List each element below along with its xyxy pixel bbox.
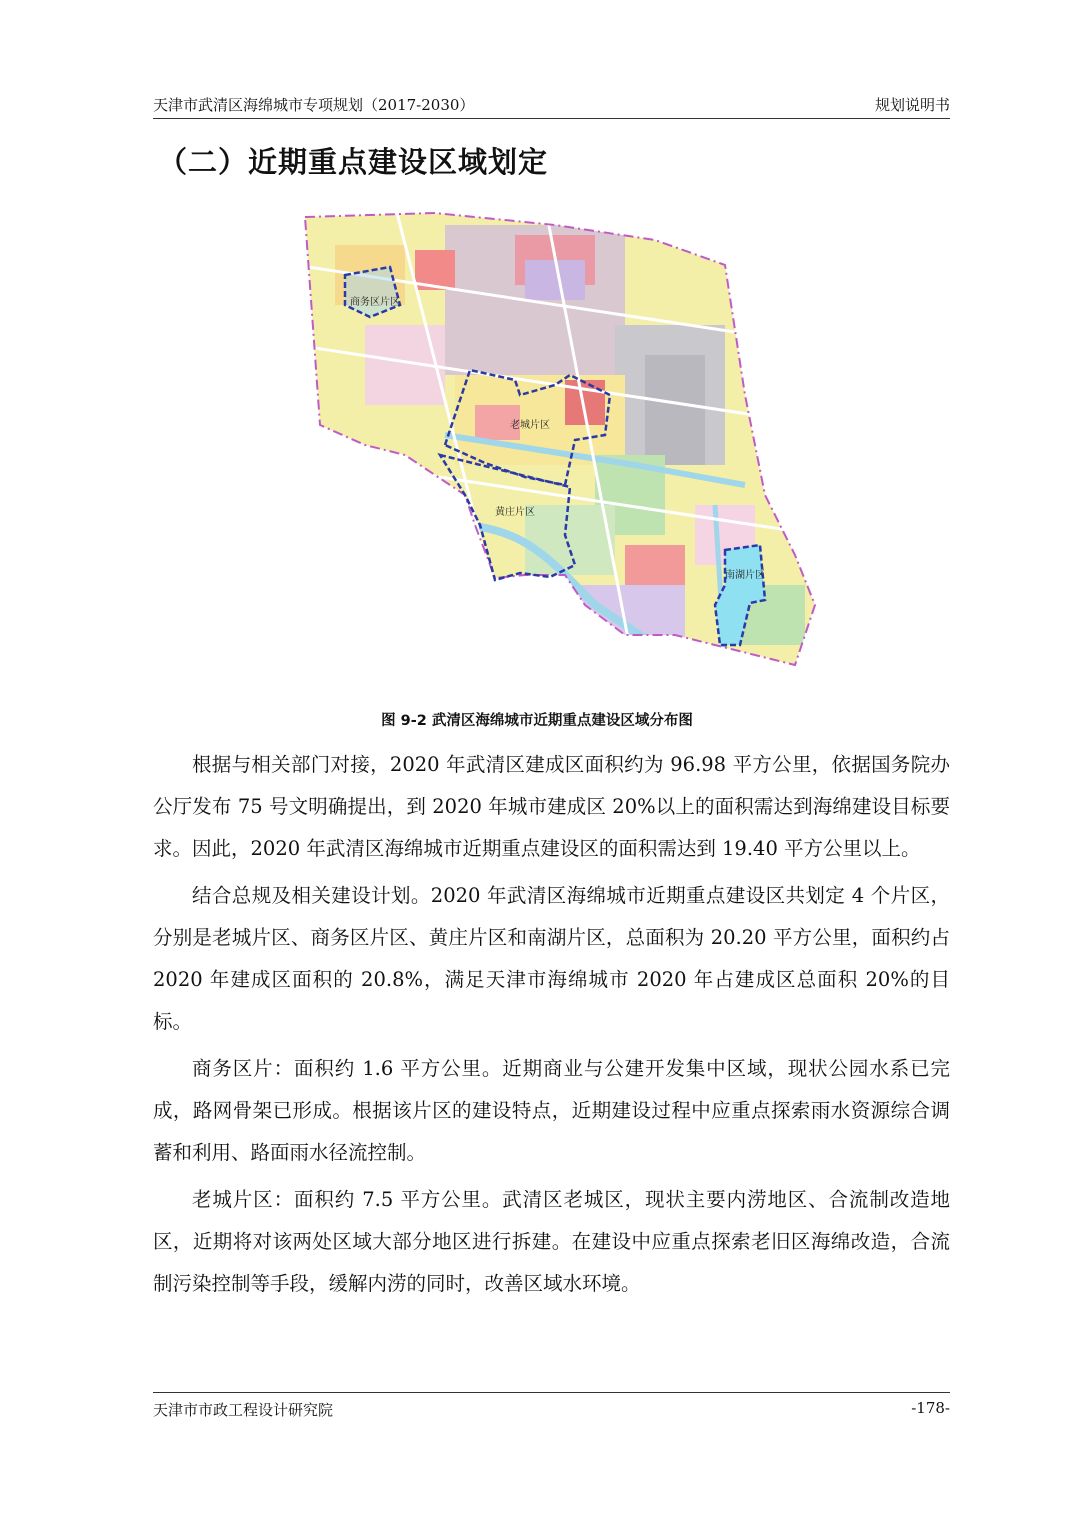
- section-title: （二）近期重点建设区域划定: [158, 145, 549, 179]
- planning-map-graphic: [295, 205, 820, 675]
- page-number: -178-: [911, 1399, 950, 1417]
- label-business: 商务区片区: [350, 297, 400, 308]
- paragraph: 根据与相关部门对接，2020 年武清区建成区面积约为 96.98 平方公里，依据国务院办公厅发布 75 号文明确提出，到 2020 年城市建成区 20%以上的面积需达到海绵建设目标要求。因此，2020 年武清区海绵城市近期重点建设区的面积需达到 19.40 平方公里以上。: [153, 753, 950, 860]
- zone-business-outline: [345, 267, 400, 317]
- planning-map: [295, 205, 820, 675]
- footer-organization: 天津市市政工程设计研究院: [153, 1401, 334, 1419]
- header-doc-title: 天津市武清区海绵城市专项规划（2017-2030）: [153, 96, 475, 114]
- figure-caption: 图 9-2 武清区海绵城市近期重点建设区域分布图: [381, 713, 693, 729]
- label-huangzhuang: 黄庄片区: [495, 507, 535, 518]
- label-nanhu: 南湖片区: [725, 570, 765, 581]
- page-footer: [153, 1392, 950, 1419]
- body-text: [153, 744, 950, 1305]
- paragraph: 商务区片：面积约 1.6 平方公里。近期商业与公建开发集中区域，现状公园水系已完成，路网骨架已形成。根据该片区的建设特点，近期建设过程中应重点探索雨水资源综合调蓄和利用、路面雨水径流控制。: [153, 1057, 950, 1164]
- paragraph: 结合总规及相关建设计划。2020 年武清区海绵城市近期重点建设区共划定 4 个片区，分别是老城片区、商务区片区、黄庄片区和南湖片区，总面积为 20.20 平方公里，面积约占 2020 年建成区面积的 20.8%，满足天津市海绵城市 2020 年占建成区总面积 20%的目标。: [153, 884, 950, 1033]
- paragraph: 老城片区：面积约 7.5 平方公里。武清区老城区，现状主要内涝地区、合流制改造地区，近期将对该两处区域大部分地区进行拆建。在建设中应重点探索老旧区海绵改造，合流制污染控制等手段，缓解内涝的同时，改善区域水环境。: [153, 1188, 950, 1295]
- label-oldtown: 老城片区: [510, 420, 550, 431]
- header-section: 规划说明书: [874, 96, 950, 114]
- page-header: [153, 92, 950, 119]
